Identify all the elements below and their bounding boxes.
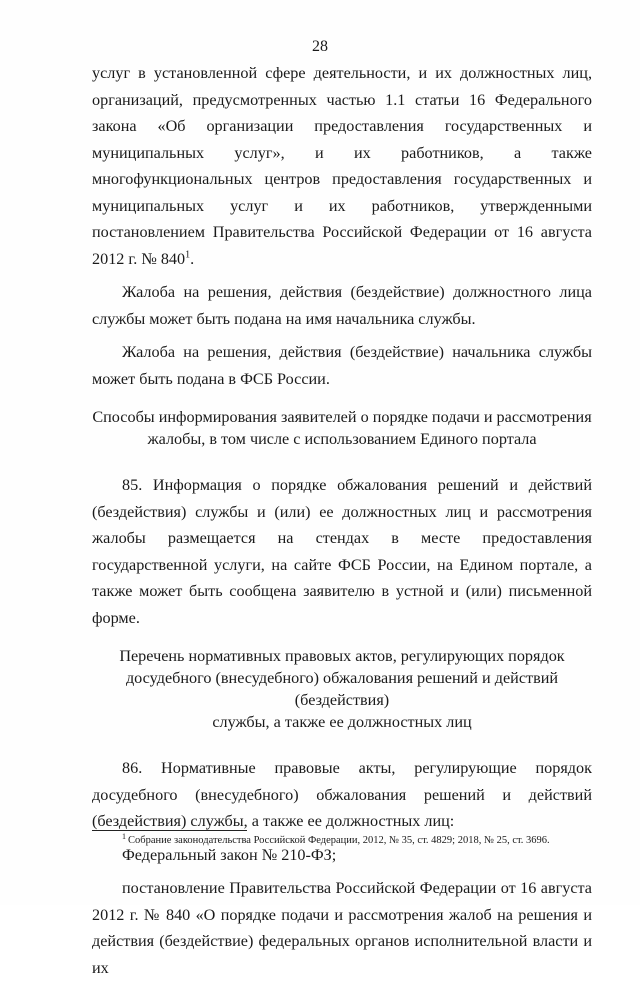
- paragraph-continuation: [92, 60, 592, 272]
- paragraph-federal-law: Федеральный закон № 210-ФЗ;: [122, 845, 337, 864]
- section-heading-informing: [92, 406, 592, 450]
- footnote-separator: [92, 830, 247, 831]
- paragraph-85: 85. Информация о порядке обжалования решений и действий (бездействия) службы и (или) ее должностных лиц и рассмотрения жалобы размещается на стендах в месте предоставления государственной услуги, на сайте ФСБ России, на Едином портале, а также может быть сообщена заявителю в устной и (или) письменной форме.: [92, 476, 592, 627]
- paragraph-text: услуг в установленной сфере деятельности, и их должностных лиц, организаций, предусмотренных частью 1.1 статьи 16 Федерального закона «Об организации предоставления государственных и муниципальных услуг», и их работников, а также многофункциональных центров предоставления государственных и муниципальных услуг и их работников, утвержденными постановлением Правительства Российской Федерации от 16 августа 2012 г. № 840: [92, 64, 592, 268]
- footnote-reference: 1: [185, 249, 191, 261]
- heading-line: Перечень нормативных правовых актов, регулирующих порядок: [119, 647, 565, 665]
- footnote-marker: 1: [122, 831, 126, 841]
- paragraph-complaint-official: Жалоба на решения, действия (бездействие) должностного лица службы может быть подана на имя начальника службы.: [92, 283, 592, 328]
- paragraph-complaint-head: Жалоба на решения, действия (бездействие) начальника службы может быть подана в ФСБ России.: [92, 343, 592, 388]
- heading-line: досудебного (внесудебного) обжалования решений и действий (бездействия): [125, 669, 559, 709]
- section-heading-legal-acts: [92, 645, 592, 733]
- heading-line: Способы информирования заявителей о порядке подачи и рассмотрения: [92, 408, 592, 426]
- paragraph-end: .: [190, 249, 195, 268]
- page-number: 28: [312, 38, 328, 55]
- paragraph-86: 86. Нормативные правовые акты, регулирующие порядок досудебного (внесудебного) обжалования решений и действий (бездействия) службы, а также ее должностных лиц:: [92, 759, 592, 830]
- paragraph-resolution: постановление Правительства Российской Федерации от 16 августа 2012 г. № 840 «О порядке подачи и рассмотрения жалоб на решения и действия (бездействие) федеральных органов исполнительной власти и их: [92, 879, 592, 977]
- heading-line: службы, а также ее должностных лиц: [212, 713, 472, 731]
- footnote-text: Собрание законодательства Российской Федерации, 2012, № 35, ст. 4829; 2018, № 25, ст. 3696.: [128, 835, 550, 846]
- heading-line: жалобы, в том числе с использованием Единого портала: [147, 430, 537, 448]
- footnote: [122, 831, 550, 848]
